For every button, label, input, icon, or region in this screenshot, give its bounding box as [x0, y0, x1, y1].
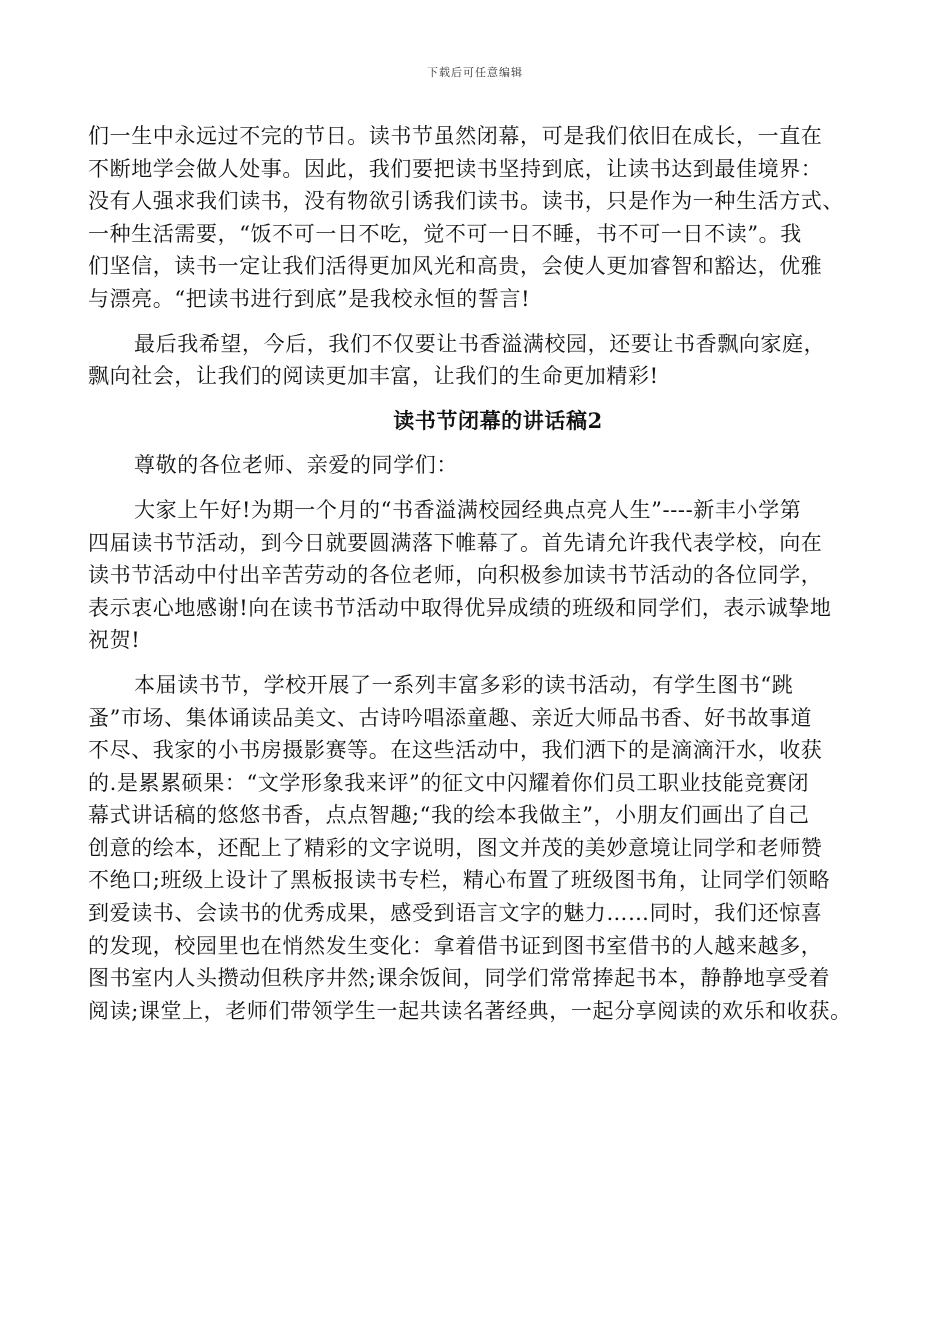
text-line: 蚤”市场、集体诵读品美文、古诗吟唱添童趣、亲近大师品书香、好书故事道	[88, 705, 813, 730]
text-line: 一种生活需要，“饭不可一日不吃，觉不可一日不睡，书不可一日不读”。我	[88, 221, 802, 246]
text-line: 创意的绘本，还配上了精彩的文字说明，图文并茂的美妙意境让同学和老师赞	[88, 835, 823, 860]
section-title: 读书节闭幕的讲话稿2	[393, 407, 603, 433]
text-line: 们一生中永远过不完的节日。读书节虽然闭幕，可是我们依旧在成长，一直在	[88, 124, 823, 148]
text-line: 没有人强求我们读书，没有物欲引诱我们读书。读书，只是作为一种生活方式、	[88, 189, 844, 214]
text-line: 读书节活动中付出辛苦劳动的各位老师，向积极参加读书节活动的各位同学，	[88, 563, 823, 588]
paragraph-1	[88, 120, 878, 316]
text-line: 阅读;课堂上，老师们带领学生一起共读名著经典，一起分享阅读的欢乐和收获。	[88, 998, 852, 1023]
document-body	[88, 120, 878, 1027]
text-line: 最后我希望，今后，我们不仅要让书香溢满校园，还要让书香飘向家庭，	[134, 331, 826, 356]
text-line: 的.是累累硕果：“文学形象我来评”的征文中闪耀着你们员工职业技能竞赛闭	[88, 770, 810, 795]
paragraph-greeting	[88, 449, 878, 482]
text-line: 祝贺!	[88, 628, 141, 653]
paragraph-2	[88, 328, 878, 393]
text-line: 的发现，校园里也在悄然发生变化：拿着借书证到图书室借书的人越来越多，	[88, 933, 823, 958]
text-line: 大家上午好!为期一个月的“书香溢满校园经典点亮人生”----新丰小学第	[134, 497, 802, 522]
text-line: 不断地学会做人处事。因此，我们要把读书坚持到底，让读书达到最佳境界：	[88, 156, 823, 181]
text-line: 四届读书节活动，到今日就要圆满落下帷幕了。首先请允许我代表学校，向在	[88, 530, 823, 555]
text-line: 不绝口;班级上设计了黑板报读书专栏，精心布置了班级图书角，让同学们领略	[88, 868, 831, 893]
page-header: 下载后可任意编辑	[427, 66, 523, 79]
text-line: 不尽、我家的小书房摄影赛等。在这些活动中，我们洒下的是滴滴汗水，收获	[88, 738, 823, 763]
text-line: 飘向社会，让我们的阅读更加丰富，让我们的生命更加精彩!	[88, 364, 659, 389]
text-line: 幕式讲话稿的悠悠书香，点点智趣;“我的绘本我做主”，小朋友们画出了自己	[88, 803, 810, 828]
text-line: 到爱读书、会读书的优秀成果，感受到语言文字的魅力……同时，我们还惊喜	[88, 901, 823, 926]
text-line: 本届读书节，学校开展了一系列丰富多彩的读书活动，有学生图书“跳	[134, 672, 794, 697]
text-line: 们坚信，读书一定让我们活得更加风光和高贵，会使人更加睿智和豁达，优雅	[88, 254, 823, 279]
text-line: 与漂亮。“把读书进行到底”是我校永恒的誓言!	[88, 286, 531, 311]
text-line: 尊敬的各位老师、亲爱的同学们：	[134, 453, 458, 478]
paragraph-4	[88, 669, 878, 1028]
text-line: 图书室内人头攒动但秩序井然;课余饭间，同学们常常捧起书本，静静地享受着	[88, 966, 831, 991]
text-line: 表示衷心地感谢!向在读书节活动中取得优异成绩的班级和同学们，表示诚挚地	[88, 595, 832, 620]
paragraph-3	[88, 494, 878, 657]
